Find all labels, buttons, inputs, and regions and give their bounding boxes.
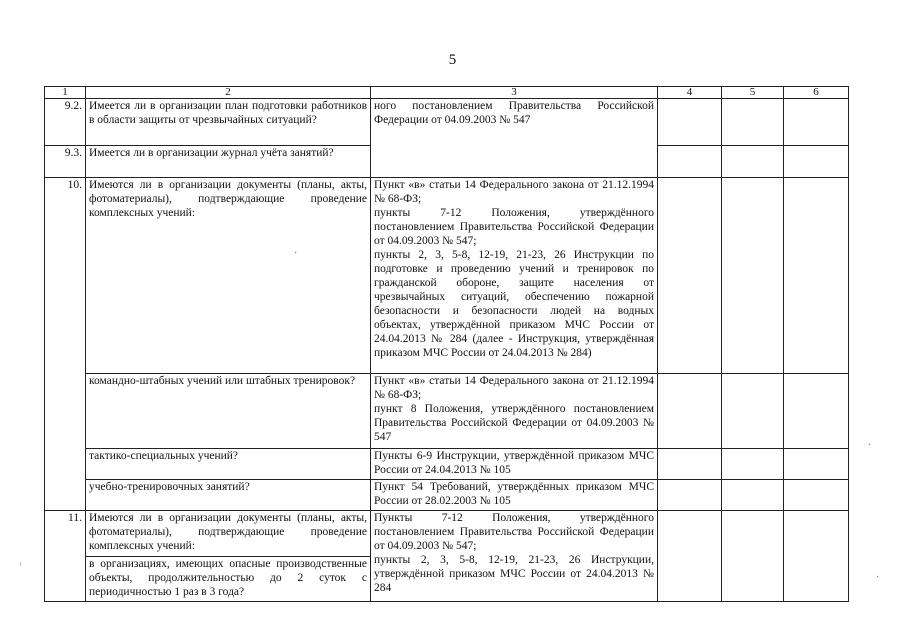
col-header-3: 3	[371, 87, 658, 99]
answer-cell	[784, 99, 849, 146]
reference-cell: ного постановлением Правительства Российской Федерации от 04.09.2003 № 547	[371, 99, 658, 178]
question-cell: командно-штабных учений или штабных тренировок?	[86, 374, 371, 449]
reference-paragraph: Пункт «в» статьи 14 Федерального закона от 21.12.1994 № 68-ФЗ;	[374, 179, 654, 205]
answer-cell	[658, 511, 722, 602]
reference-paragraph: Пункты 7-12 Положения, утверждённого постановлением Правительства Российской Федерации от 04.09.2003 № 547;	[374, 512, 654, 552]
reference-cell: Пункты 6-9 Инструкции, утверждённой приказом МЧС России от 24.04.2013 № 105	[371, 449, 658, 480]
header-row	[45, 87, 849, 99]
col-header-1: 1	[45, 87, 86, 99]
answer-cell	[722, 449, 784, 480]
answer-cell	[722, 146, 784, 178]
answer-cell	[784, 511, 849, 602]
col-header-6: 6	[784, 87, 849, 99]
row-number: 9.3.	[45, 146, 86, 178]
answer-cell	[784, 178, 849, 374]
table-row	[45, 511, 849, 557]
scan-speck: ·	[868, 440, 872, 451]
reference-cell: Пункт 54 Требований, утверждённых приказом МЧС России от 28.02.2003 № 105	[371, 480, 658, 511]
question-cell: Имеется ли в организации план подготовки работников в области защиты от чрезвычайных ситуаций?	[86, 99, 371, 146]
answer-cell	[784, 480, 849, 511]
row-number: 10.	[45, 178, 86, 511]
question-cell: тактико-специальных учений?	[86, 449, 371, 480]
table-row	[45, 178, 849, 374]
question-cell: учебно-тренировочных занятий?	[86, 480, 371, 511]
scan-speck: ᶦ	[20, 560, 22, 571]
page-number: 5	[448, 52, 457, 68]
scan-speck: ·	[876, 572, 880, 583]
answer-cell	[722, 480, 784, 511]
reference-paragraph: пункт 8 Положения, утверждённого постановлением Правительства Российской Федерации от 04.09.2003 № 547	[374, 403, 654, 443]
answer-cell	[722, 511, 784, 602]
answer-cell	[658, 480, 722, 511]
reference-paragraph: пункты 2, 3, 5-8, 12-19, 21-23, 26 Инструкции, утверждённой приказом МЧС России от 24.04.2013 № 284	[374, 554, 654, 594]
table-row	[45, 99, 849, 146]
reference-paragraph: Пункт «в» статьи 14 Федерального закона от 21.12.1994 № 68-ФЗ;	[374, 375, 654, 401]
question-cell: Имеются ли в организации документы (планы, акты, фотоматериалы), подтверждающие проведение комплексных учений:	[86, 178, 371, 374]
answer-cell	[784, 449, 849, 480]
col-header-5: 5	[722, 87, 784, 99]
reference-paragraph: пункты 2, 3, 5-8, 12-19, 21-23, 26 Инструкции по подготовке и проведению учений и тренировок по гражданской обороне, защите населения от чрезвычайных ситуаций, обеспечению пожарной безопасности и безопасности людей на водных объектах, утверждённой приказом МЧС России от 24.04.2013 № 284 (далее - Инструкция, утверждённая приказом МЧС России от 24.04.2013 № 284)	[374, 249, 654, 359]
row-number: 11.	[45, 511, 86, 602]
table-row	[45, 480, 849, 511]
answer-cell	[658, 178, 722, 374]
reference-cell	[371, 374, 658, 449]
table-row	[45, 374, 849, 449]
checklist-table	[44, 86, 849, 602]
answer-cell	[722, 374, 784, 449]
answer-cell	[658, 146, 722, 178]
answer-cell	[722, 178, 784, 374]
reference-cell	[371, 511, 658, 602]
answer-cell	[722, 99, 784, 146]
col-header-2: 2	[86, 87, 371, 99]
question-cell: Имеется ли в организации журнал учёта занятий?	[86, 146, 371, 178]
reference-paragraph: пункты 7-12 Положения, утверждённого постановлением Правительства Российской Федерации от 04.09.2003 № 547;	[374, 207, 654, 247]
reference-cell	[371, 178, 658, 374]
table-row	[45, 449, 849, 480]
answer-cell	[784, 146, 849, 178]
scan-speck: ·	[294, 248, 298, 259]
question-cell: в организациях, имеющих опасные производственные объекты, продолжительностью до 2 суток с периодичностью 1 раз в 3 года?	[86, 557, 371, 602]
question-cell: Имеются ли в организации документы (планы, акты, фотоматериалы), подтверждающие проведение комплексных учений:	[86, 511, 371, 557]
row-number: 9.2.	[45, 99, 86, 146]
answer-cell	[658, 449, 722, 480]
col-header-4: 4	[658, 87, 722, 99]
answer-cell	[784, 374, 849, 449]
answer-cell	[658, 99, 722, 146]
answer-cell	[658, 374, 722, 449]
